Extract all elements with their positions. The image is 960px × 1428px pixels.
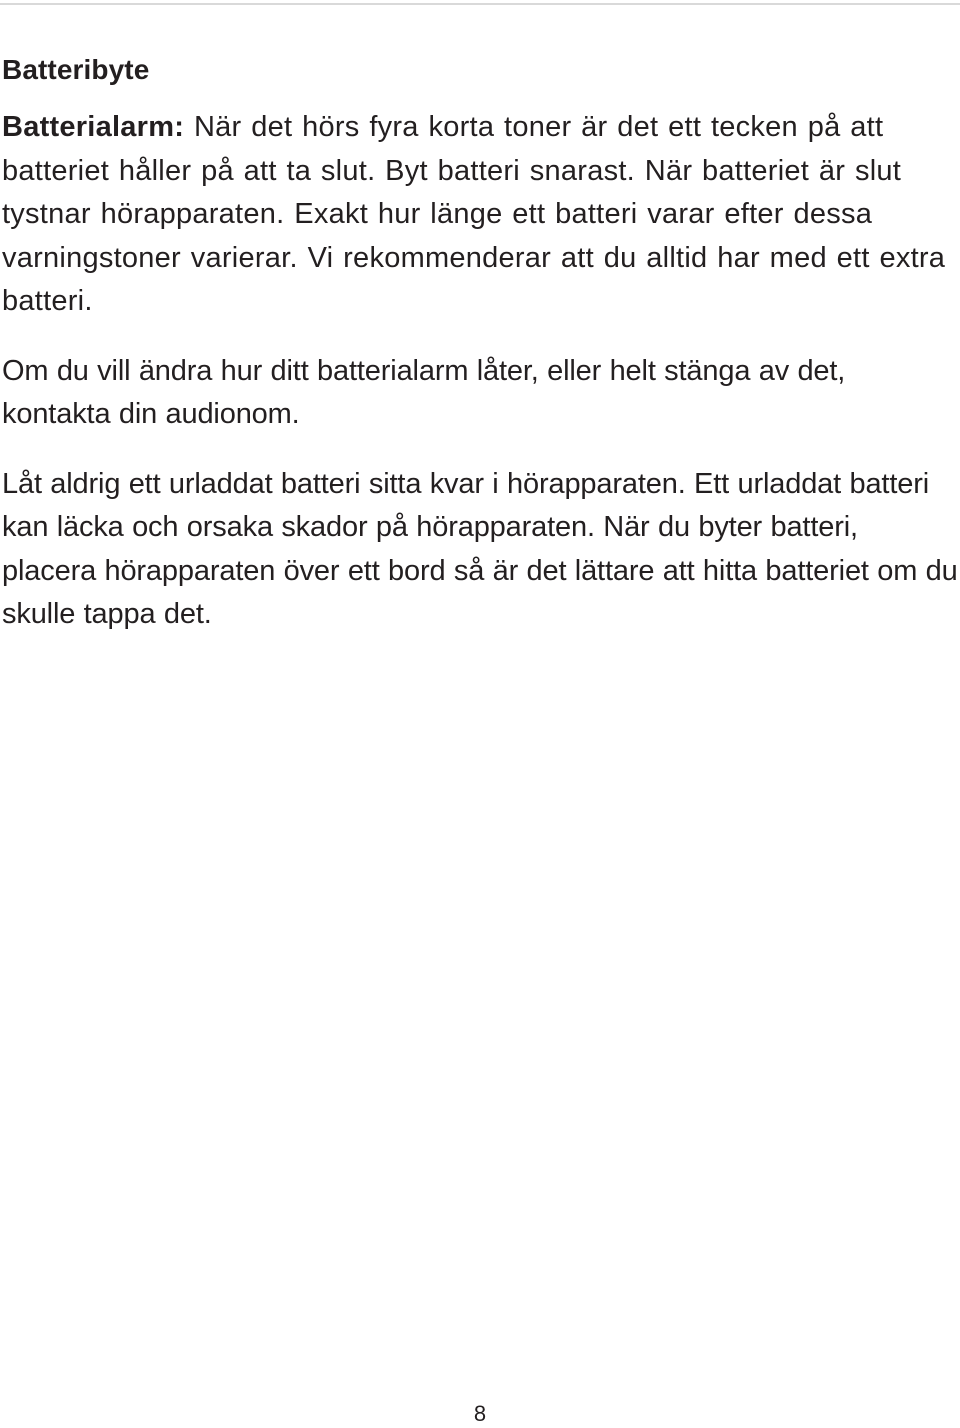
page-content — [2, 50, 958, 663]
battery-warning-paragraph: Låt aldrig ett urladdat batteri sitta kvar i hörapparaten. Ett urladdat batteri kan läcka och orsaka skador på hörapparaten. När du byter batteri, placera hörapparaten över ett bord så är det lättare att hitta batteriet om du skulle tappa det. — [2, 467, 958, 630]
battery-alarm-label: Batterialarm: — [2, 111, 185, 143]
battery-alarm-text: När det hörs fyra korta toner är det ett tecken på att batteriet håller på att ta slut. Byt batteri snarast. När batteriet är slut tystnar hörapparaten. Exakt hur länge ett batteri varar efter dessa varningstoner varierar. Vi rekommenderar att du alltid har med ett extra batteri. — [2, 111, 946, 317]
battery-alarm-paragraph — [2, 106, 958, 324]
top-divider — [0, 3, 960, 5]
alarm-settings-paragraph: Om du vill ändra hur ditt batterialarm låter, eller helt stänga av det, kontakta din audionom. — [2, 354, 846, 430]
page-number: 8 — [473, 1401, 487, 1426]
section-heading: Batteribyte — [2, 54, 150, 85]
